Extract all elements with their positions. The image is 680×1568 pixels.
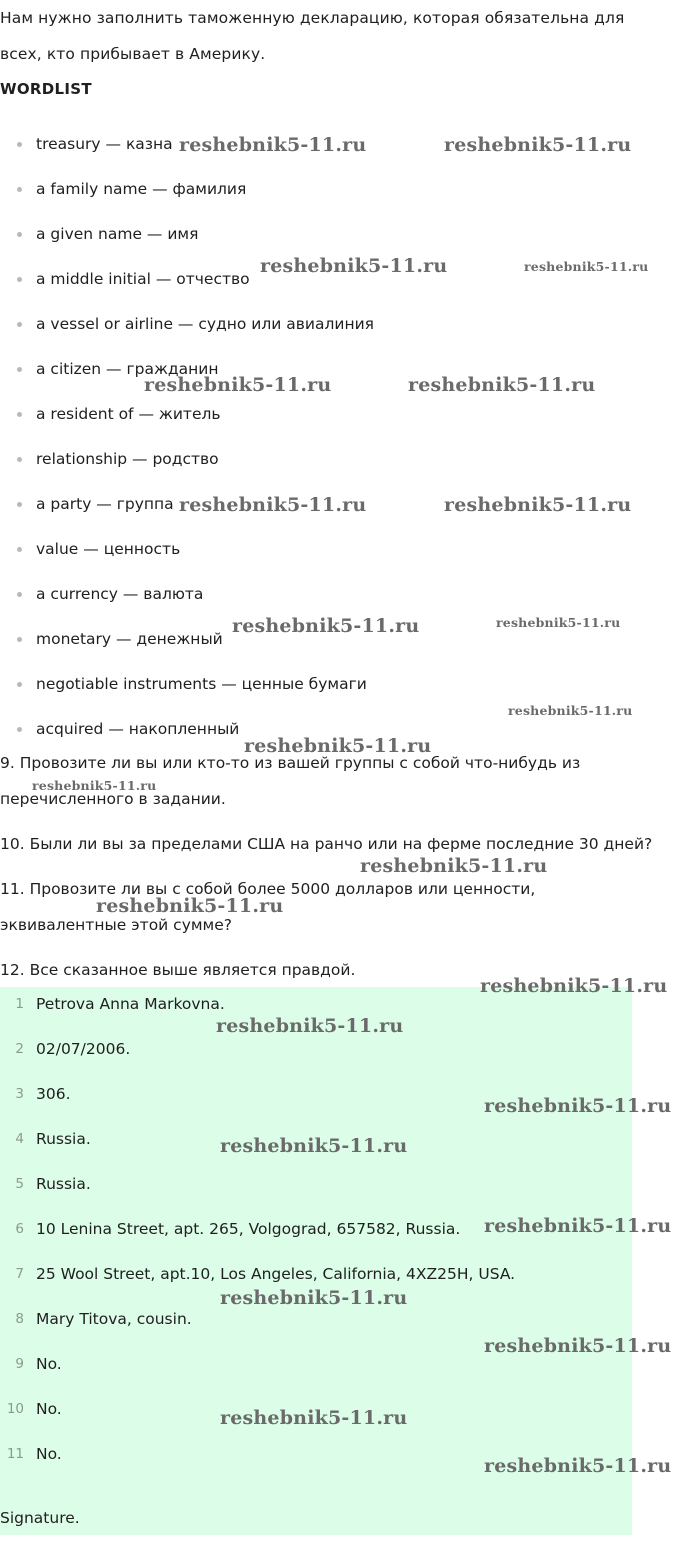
answer-item bbox=[0, 1259, 630, 1289]
intro-line-2: всех, кто прибывает в Америку. bbox=[0, 45, 266, 63]
answer-number: 3 bbox=[15, 1086, 24, 1102]
answer-text: 10 Lenina Street, apt. 265, Volgograd, 657582, Russia. bbox=[36, 1220, 461, 1238]
bullet-icon bbox=[17, 277, 22, 282]
answer-number: 4 bbox=[15, 1131, 24, 1147]
bullet-icon bbox=[17, 727, 22, 732]
bullet-icon bbox=[17, 187, 22, 192]
answer-number: 10 bbox=[6, 1401, 24, 1417]
answer-text: Mary Titova, cousin. bbox=[36, 1310, 192, 1328]
bullet-icon bbox=[17, 547, 22, 552]
question-9-line-1: 9. Провозите ли вы или кто-то из вашей группы с собой что-нибудь из bbox=[0, 754, 581, 772]
wordlist-heading: WORDLIST bbox=[0, 80, 92, 98]
watermark: reshebnik5-11.ru bbox=[260, 255, 448, 277]
watermark: reshebnik5-11.ru bbox=[220, 1135, 408, 1157]
signature: Signature. bbox=[0, 1509, 80, 1527]
question-9-line-2: перечисленного в задании. bbox=[0, 790, 226, 808]
watermark: reshebnik5-11.ru bbox=[244, 735, 432, 757]
watermark: reshebnik5-11.ru bbox=[444, 494, 632, 516]
watermark: reshebnik5-11.ru bbox=[179, 134, 367, 156]
bullet-icon bbox=[17, 682, 22, 687]
question-10: 10. Были ли вы за пределами США на ранчо или на ферме последние 30 дней? bbox=[0, 835, 653, 853]
answer-text: Russia. bbox=[36, 1175, 91, 1193]
answer-number: 7 bbox=[15, 1266, 24, 1282]
answer-number: 8 bbox=[15, 1311, 24, 1327]
watermark: reshebnik5-11.ru bbox=[220, 1407, 408, 1429]
question-12: 12. Все сказанное выше является правдой. bbox=[0, 961, 356, 979]
watermark: reshebnik5-11.ru bbox=[360, 855, 548, 877]
answer-number: 11 bbox=[6, 1446, 24, 1462]
bullet-icon bbox=[17, 322, 22, 327]
answer-number: 6 bbox=[15, 1221, 24, 1237]
answer-item bbox=[0, 1169, 630, 1199]
bullet-icon bbox=[17, 592, 22, 597]
answer-number: 5 bbox=[15, 1176, 24, 1192]
answer-text: 02/07/2006. bbox=[36, 1040, 131, 1058]
watermark: reshebnik5-11.ru bbox=[144, 374, 332, 396]
answer-text: Petrova Anna Markovna. bbox=[36, 995, 225, 1013]
bullet-icon bbox=[17, 412, 22, 417]
watermark: reshebnik5-11.ru bbox=[508, 703, 633, 718]
watermark: reshebnik5-11.ru bbox=[484, 1335, 672, 1357]
answer-number: 9 bbox=[15, 1356, 24, 1372]
answer-text: No. bbox=[36, 1355, 62, 1373]
answers-block bbox=[0, 987, 632, 1535]
answer-text: 306. bbox=[36, 1085, 71, 1103]
watermark: reshebnik5-11.ru bbox=[484, 1215, 672, 1237]
answer-text: Russia. bbox=[36, 1130, 91, 1148]
answer-number: 2 bbox=[15, 1041, 24, 1057]
watermark: reshebnik5-11.ru bbox=[96, 895, 284, 917]
watermark: reshebnik5-11.ru bbox=[484, 1095, 672, 1117]
watermark: reshebnik5-11.ru bbox=[484, 1455, 672, 1477]
answer-number: 1 bbox=[15, 996, 24, 1012]
answer-text: 25 Wool Street, apt.10, Los Angeles, California, 4XZ25H, USA. bbox=[36, 1265, 516, 1283]
watermark: reshebnik5-11.ru bbox=[232, 615, 420, 637]
question-11-line-2: эквивалентные этой сумме? bbox=[0, 916, 233, 934]
bullet-icon bbox=[17, 457, 22, 462]
answer-text: No. bbox=[36, 1400, 62, 1418]
watermark: reshebnik5-11.ru bbox=[179, 494, 367, 516]
watermark: reshebnik5-11.ru bbox=[444, 134, 632, 156]
watermark: reshebnik5-11.ru bbox=[32, 778, 157, 793]
watermark: reshebnik5-11.ru bbox=[216, 1015, 404, 1037]
watermark: reshebnik5-11.ru bbox=[408, 374, 596, 396]
bullet-icon bbox=[17, 502, 22, 507]
question-11-line-1: 11. Провозите ли вы с собой более 5000 долларов или ценности, bbox=[0, 880, 536, 898]
watermark: reshebnik5-11.ru bbox=[480, 975, 668, 997]
intro-line-1: Нам нужно заполнить таможенную декларацию, которая обязательна для bbox=[0, 9, 625, 27]
watermark: reshebnik5-11.ru bbox=[524, 259, 649, 274]
bullet-icon bbox=[17, 232, 22, 237]
watermark: reshebnik5-11.ru bbox=[496, 615, 621, 630]
bullet-icon bbox=[17, 637, 22, 642]
bullet-icon bbox=[17, 142, 22, 147]
bullet-icon bbox=[17, 367, 22, 372]
answer-text: No. bbox=[36, 1445, 62, 1463]
watermark: reshebnik5-11.ru bbox=[220, 1287, 408, 1309]
answer-item bbox=[0, 1034, 630, 1064]
